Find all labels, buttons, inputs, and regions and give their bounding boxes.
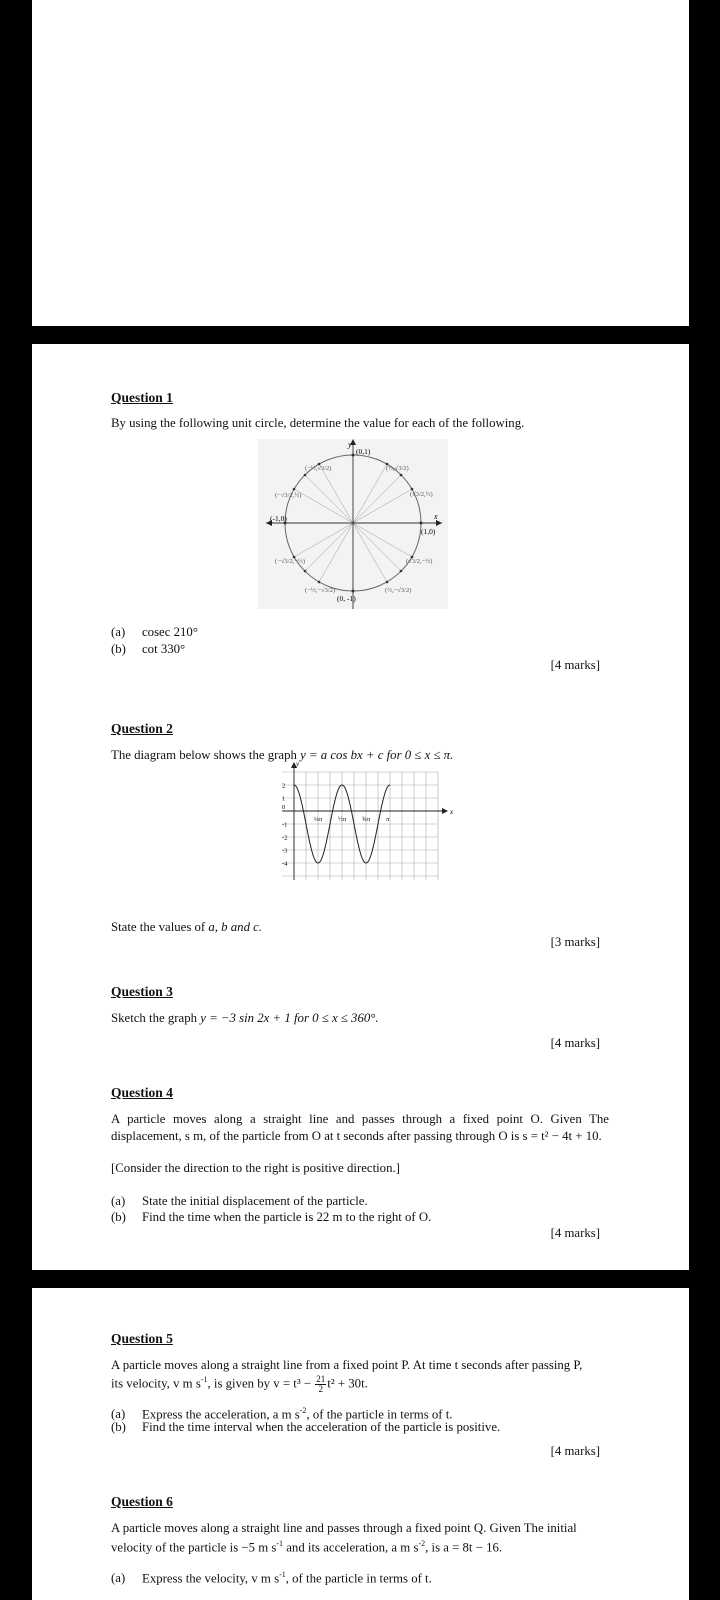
question-5-part-a-text: Express the acceleration, a m s <box>142 1407 300 1422</box>
cosine-graph <box>270 760 460 884</box>
question-4-part-b-text: Find the time when the particle is 22 m to the right of O. <box>142 1210 432 1224</box>
question-6-title: Question 6 <box>111 1494 173 1509</box>
svg-text:(−√3/2,−½): (−√3/2,−½) <box>275 558 306 565</box>
question-6-part-a-exponent: -1 <box>279 1570 286 1579</box>
fraction-denominator: 2 <box>318 1383 324 1394</box>
question-5-line-1: A particle moves along a straight line from a fixed point P. At time t seconds after passing P, <box>111 1358 583 1372</box>
svg-text:(½,√3/2): (½,√3/2) <box>386 465 409 472</box>
question-6-initial-velocity: velocity of the particle is −5 m s <box>111 1540 277 1555</box>
worksheet-page-1 <box>32 344 689 1270</box>
question-6-line-2 <box>111 1536 502 1556</box>
question-3-marks: [4 marks] <box>550 1036 600 1050</box>
question-5-title: Question 5 <box>111 1331 173 1346</box>
question-1-part-b <box>111 641 185 658</box>
question-5-unit-exponent: -1 <box>200 1375 208 1384</box>
question-5-velocity-unit: its velocity, v m s <box>111 1376 201 1391</box>
question-5-line-2 <box>111 1372 368 1394</box>
blank-page-top <box>32 0 689 326</box>
question-4-paragraph: A particle moves along a straight line and passes through a fixed point O. Given The displacement, s m, of the particle from O at t seconds after passing through O is s = t² − 4t + 10. <box>111 1112 609 1143</box>
question-6-exponent-1: -1 <box>276 1539 284 1548</box>
question-3-equation: y = −3 sin 2x + 1 for 0 ≤ x ≤ 360°. <box>200 1011 379 1025</box>
question-2-equation: y = a cos bx + c for 0 ≤ x ≤ π. <box>300 748 454 762</box>
graph-y-ticks <box>282 783 288 868</box>
x-tick-label: ¾π <box>361 816 371 823</box>
question-5-part-a-exponent: -2 <box>299 1406 307 1415</box>
svg-text:(√3/2,−½): (√3/2,−½) <box>406 558 433 565</box>
question-1-part-a-label: (a) <box>111 625 126 639</box>
y-tick-label: 2 <box>282 782 286 790</box>
x-tick-label: π <box>385 816 390 823</box>
question-5-part-b-text: Find the time interval when the acceleration of the particle is positive. <box>142 1420 501 1434</box>
point-right-label: (1,0) <box>421 527 436 536</box>
unit-circle-y-label: y <box>348 440 352 449</box>
y-tick-label: -3 <box>282 847 288 855</box>
graph-grid <box>282 772 438 880</box>
question-2-state-text: State the values of <box>111 920 209 934</box>
question-5-fraction <box>315 1375 326 1394</box>
question-2-state <box>111 919 262 936</box>
graph-x-label: x <box>450 808 454 816</box>
svg-text:(−½,√3/2): (−½,√3/2) <box>305 465 332 472</box>
question-2-marks: [3 marks] <box>550 935 600 949</box>
point-left-label: (-1,0) <box>270 514 287 523</box>
x-tick-label: ½π <box>337 816 347 823</box>
fraction-numerator: 21 <box>316 1373 326 1384</box>
point-top-label: (0,1) <box>356 447 371 456</box>
question-3-title: Question 3 <box>111 984 173 999</box>
question-4-part-a-label: (a) <box>111 1194 126 1208</box>
unit-circle-diagram <box>258 439 448 609</box>
svg-text:(−½,−√3/2): (−½,−√3/2) <box>305 587 336 594</box>
question-2-title: Question 2 <box>111 721 173 736</box>
question-6-part-a-text: Express the velocity, v m s <box>142 1571 280 1586</box>
question-1-part-a <box>111 624 198 641</box>
point-bottom-label: (0, -1) <box>337 594 356 603</box>
question-5-part-b-label: (b) <box>111 1420 126 1434</box>
worksheet-page-2 <box>32 1288 689 1600</box>
graph-y-label: y <box>296 760 300 768</box>
question-2-intro-text: The diagram below shows the graph <box>111 748 301 762</box>
question-1-part-b-label: (b) <box>111 642 126 656</box>
question-4-title: Question 4 <box>111 1085 173 1100</box>
y-tick-label: -1 <box>282 821 288 829</box>
svg-text:(−√3/2,½): (−√3/2,½) <box>275 492 302 499</box>
question-1-marks: [4 marks] <box>550 658 600 672</box>
question-2-state-vars: a, b and c. <box>208 920 263 934</box>
question-6-part-a <box>111 1567 432 1587</box>
question-6-part-a-end: , of the particle in terms of t. <box>285 1571 432 1586</box>
question-4-marks: [4 marks] <box>550 1226 600 1240</box>
question-1-title: Question 1 <box>111 390 173 405</box>
question-5-marks: [4 marks] <box>550 1444 600 1458</box>
question-6-acceleration: and its acceleration, a m s <box>283 1540 419 1555</box>
question-3-text <box>111 1010 379 1027</box>
unit-circle-x-label: x <box>434 512 438 521</box>
question-4-note: [Consider the direction to the right is positive direction.] <box>111 1161 400 1175</box>
question-5-equation-start: , is given by v = t³ − <box>207 1376 315 1391</box>
question-5-part-a-label: (a) <box>111 1407 126 1422</box>
question-4-part-a <box>111 1193 368 1210</box>
question-6-equation: , is a = 8t − 16. <box>425 1540 503 1555</box>
question-6-part-a-label: (a) <box>111 1571 126 1586</box>
question-5-part-b <box>111 1419 500 1436</box>
question-5-part-a-end: , of the particle in terms of t. <box>306 1407 453 1422</box>
question-1-part-b-text: cot 330° <box>142 642 186 656</box>
x-tick-label: ¼π <box>313 816 323 823</box>
y-tick-label: -4 <box>282 860 288 868</box>
question-4-part-b <box>111 1209 431 1226</box>
question-6-exponent-2: -2 <box>418 1539 426 1548</box>
question-5-equation-end: t² + 30t. <box>327 1376 368 1391</box>
question-1-intro: By using the following unit circle, determine the value for each of the following. <box>111 416 525 430</box>
y-tick-label: 0 <box>282 804 286 811</box>
graph-x-arrow <box>442 808 448 814</box>
question-4-part-b-label: (b) <box>111 1210 126 1224</box>
y-tick-label: 1 <box>282 795 286 803</box>
question-1-part-a-text: cosec 210° <box>142 625 198 639</box>
svg-text:(√3/2,½): (√3/2,½) <box>410 491 433 498</box>
svg-text:(½,−√3/2): (½,−√3/2) <box>385 587 412 594</box>
question-6-line-1: A particle moves along a straight line and passes through a fixed point Q. Given The initial <box>111 1521 577 1535</box>
question-4-part-a-text: State the initial displacement of the particle. <box>142 1194 368 1208</box>
y-tick-label: -2 <box>282 834 288 842</box>
question-3-text-pre: Sketch the graph <box>111 1011 201 1025</box>
